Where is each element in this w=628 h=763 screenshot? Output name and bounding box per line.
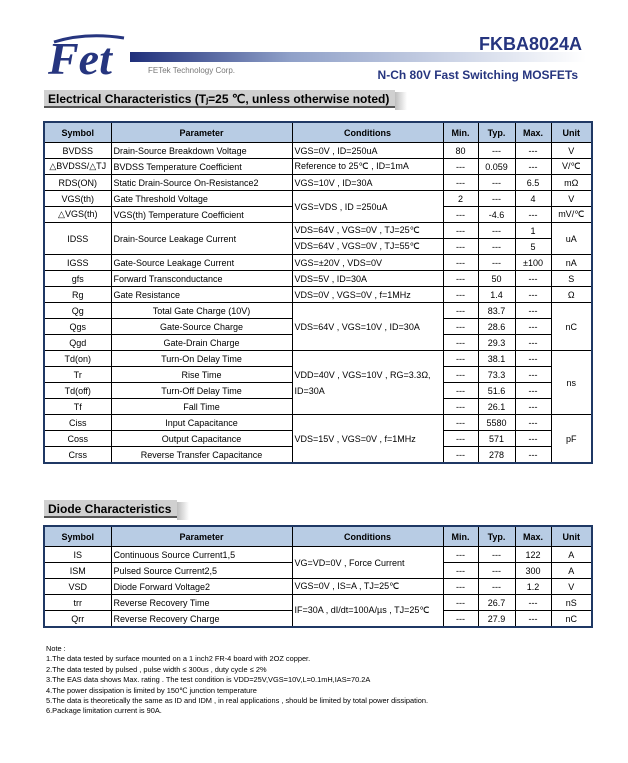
header-symbol: Symbol — [44, 122, 111, 143]
symbol-cell: RDS(ON) — [44, 175, 111, 191]
min-cell: --- — [443, 303, 478, 319]
table-row — [44, 191, 592, 207]
unit-cell: nC — [551, 303, 592, 351]
typ-cell: 278 — [478, 447, 515, 464]
unit-cell: nS — [551, 595, 592, 611]
unit-cell: V — [551, 143, 592, 159]
max-cell: --- — [515, 611, 551, 628]
unit-cell: A — [551, 563, 592, 579]
typ-cell: 28.6 — [478, 319, 515, 335]
typ-cell: 26.1 — [478, 399, 515, 415]
symbol-cell: △BVDSS/△TJ — [44, 159, 111, 175]
parameter-cell: Turn-On Delay Time — [111, 351, 292, 367]
parameter-cell: Continuous Source Current1,5 — [111, 547, 292, 563]
parameter-cell: Static Drain-Source On-Resistance2 — [111, 175, 292, 191]
max-cell: --- — [515, 399, 551, 415]
parameter-cell: Gate-Drain Charge — [111, 335, 292, 351]
max-cell: --- — [515, 351, 551, 367]
max-cell: --- — [515, 159, 551, 175]
conditions-cell — [292, 351, 443, 415]
electrical-table — [43, 121, 593, 464]
max-cell: 300 — [515, 563, 551, 579]
symbol-cell: trr — [44, 595, 111, 611]
min-cell: 2 — [443, 191, 478, 207]
unit-cell: nA — [551, 255, 592, 271]
table-row — [44, 287, 592, 303]
header-max: Max. — [515, 526, 551, 547]
table-row — [44, 143, 592, 159]
table-row — [44, 547, 592, 563]
max-cell: --- — [515, 447, 551, 464]
symbol-cell: △VGS(th) — [44, 207, 111, 223]
conditions-cell: VG=VD=0V , Force Current — [292, 547, 443, 579]
table-header-row — [44, 122, 592, 143]
max-cell: 122 — [515, 547, 551, 563]
header-max: Max. — [515, 122, 551, 143]
symbol-cell: Td(on) — [44, 351, 111, 367]
typ-cell: --- — [478, 191, 515, 207]
min-cell: --- — [443, 175, 478, 191]
symbol-cell: Tf — [44, 399, 111, 415]
note-item: 4.The power dissipation is limited by 150℃ junction temperature — [46, 685, 257, 695]
min-cell: --- — [443, 447, 478, 464]
unit-cell: pF — [551, 415, 592, 464]
electrical-title-text: Electrical Characteristics (Tⱼ=25 ℃, unless otherwise noted) — [48, 92, 390, 106]
note-item: 6.Package limitation current is 90A. — [46, 706, 162, 716]
table-row — [44, 255, 592, 271]
unit-cell: Ω — [551, 287, 592, 303]
header-symbol: Symbol — [44, 526, 111, 547]
table-header-row — [44, 526, 592, 547]
typ-cell: 571 — [478, 431, 515, 447]
max-cell: 4 — [515, 191, 551, 207]
min-cell: --- — [443, 579, 478, 595]
parameter-cell: Rise Time — [111, 367, 292, 383]
max-cell: 5 — [515, 239, 551, 255]
min-cell: --- — [443, 415, 478, 431]
table-row — [44, 579, 592, 595]
parameter-cell: Reverse Recovery Charge — [111, 611, 292, 628]
typ-cell: 83.7 — [478, 303, 515, 319]
symbol-cell: IS — [44, 547, 111, 563]
conditions-cell: VGS=±20V , VDS=0V — [292, 255, 443, 271]
diode-table — [43, 525, 593, 628]
note-item: 1.The data tested by surface mounted on a 1 inch2 FR-4 board with 2OZ copper. — [46, 654, 311, 664]
max-cell: --- — [515, 303, 551, 319]
typ-cell: 29.3 — [478, 335, 515, 351]
conditions-cell: IF=30A , dI/dt=100A/µs , TJ=25℃ — [292, 595, 443, 628]
max-cell: --- — [515, 415, 551, 431]
typ-cell: -4.6 — [478, 207, 515, 223]
typ-cell: --- — [478, 175, 515, 191]
typ-cell: 26.7 — [478, 595, 515, 611]
typ-cell: 27.9 — [478, 611, 515, 628]
parameter-cell: Turn-Off Delay Time — [111, 383, 292, 399]
unit-cell: uA — [551, 223, 592, 255]
notes-section — [46, 644, 586, 717]
min-cell: --- — [443, 159, 478, 175]
symbol-cell: Qrr — [44, 611, 111, 628]
max-cell: --- — [515, 319, 551, 335]
table-row — [44, 415, 592, 431]
unit-cell: ns — [551, 351, 592, 415]
unit-cell: V — [551, 579, 592, 595]
parameter-cell: Gate-Source Charge — [111, 319, 292, 335]
diode-section-title — [44, 500, 177, 518]
conditions-cell: VDS=64V , VGS=10V , ID=30A — [292, 303, 443, 351]
unit-cell: mΩ — [551, 175, 592, 191]
parameter-cell: Diode Forward Voltage2 — [111, 579, 292, 595]
typ-cell: --- — [478, 579, 515, 595]
symbol-cell: IDSS — [44, 223, 111, 255]
note-item: 3.The EAS data shows Max. rating . The test condition is VDD=25V,VGS=10V,L=0.1mH,IAS=70.2A — [46, 675, 371, 685]
typ-cell: 73.3 — [478, 367, 515, 383]
part-subtitle: N-Ch 80V Fast Switching MOSFETs — [377, 68, 578, 82]
part-number: FKBA8024A — [478, 34, 582, 54]
table-row — [44, 303, 592, 319]
min-cell: --- — [443, 595, 478, 611]
header-typ: Typ. — [478, 526, 515, 547]
min-cell: --- — [443, 399, 478, 415]
typ-cell: 38.1 — [478, 351, 515, 367]
typ-cell: 5580 — [478, 415, 515, 431]
unit-cell: A — [551, 547, 592, 563]
header-min: Min. — [443, 122, 478, 143]
conditions-cell: VDS=0V , VGS=0V , f=1MHz — [292, 287, 443, 303]
symbol-cell: Qg — [44, 303, 111, 319]
symbol-cell: Coss — [44, 431, 111, 447]
max-cell: 1 — [515, 223, 551, 239]
symbol-cell: Qgd — [44, 335, 111, 351]
electrical-section-title — [44, 90, 395, 108]
conditions-line: VDD=40V , VGS=10V , RG=3.3Ω, — [294, 369, 431, 380]
min-cell: --- — [443, 351, 478, 367]
max-cell: --- — [515, 595, 551, 611]
min-cell: --- — [443, 547, 478, 563]
typ-cell: 50 — [478, 271, 515, 287]
note-item: 2.The data tested by pulsed , pulse width ≤ 300us , duty cycle ≤ 2% — [46, 664, 267, 674]
min-cell: --- — [443, 335, 478, 351]
symbol-cell: ISM — [44, 563, 111, 579]
min-cell: --- — [443, 223, 478, 239]
parameter-cell: Gate Threshold Voltage — [111, 191, 292, 207]
typ-cell: --- — [478, 223, 515, 239]
min-cell: --- — [443, 271, 478, 287]
header-conditions: Conditions — [292, 122, 443, 143]
parameter-cell: Gate Resistance — [111, 287, 292, 303]
conditions-cell: VGS=VDS , ID =250uA — [292, 191, 443, 223]
conditions-line: ID=30A — [294, 385, 325, 396]
table-row — [44, 223, 592, 239]
min-cell: --- — [443, 383, 478, 399]
conditions-cell: VGS=0V , IS=A , TJ=25℃ — [292, 579, 443, 595]
min-cell: --- — [443, 319, 478, 335]
min-cell: --- — [443, 255, 478, 271]
note-item: 5.The data is theoretically the same as ID and IDM , in real applications , should be limited by total power dissipation. — [46, 696, 429, 706]
symbol-cell: VSD — [44, 579, 111, 595]
parameter-cell: Forward Transconductance — [111, 271, 292, 287]
typ-cell: --- — [478, 239, 515, 255]
symbol-cell: Tr — [44, 367, 111, 383]
min-cell: 80 — [443, 143, 478, 159]
typ-cell: 1.4 — [478, 287, 515, 303]
max-cell: 1.2 — [515, 579, 551, 595]
parameter-cell: Reverse Recovery Time — [111, 595, 292, 611]
min-cell: --- — [443, 207, 478, 223]
max-cell: --- — [515, 207, 551, 223]
parameter-cell: Gate-Source Leakage Current — [111, 255, 292, 271]
symbol-cell: Td(off) — [44, 383, 111, 399]
max-cell: --- — [515, 383, 551, 399]
parameter-cell: VGS(th) Temperature Coefficient — [111, 207, 292, 223]
unit-cell: V/℃ — [551, 159, 592, 175]
min-cell: --- — [443, 367, 478, 383]
typ-cell: --- — [478, 255, 515, 271]
symbol-cell: VGS(th) — [44, 191, 111, 207]
parameter-cell: Pulsed Source Current2,5 — [111, 563, 292, 579]
header-parameter: Parameter — [111, 526, 292, 547]
table-row — [44, 175, 592, 191]
symbol-cell: Ciss — [44, 415, 111, 431]
max-cell: --- — [515, 431, 551, 447]
max-cell: 6.5 — [515, 175, 551, 191]
unit-cell: V — [551, 191, 592, 207]
unit-cell: mV/℃ — [551, 207, 592, 223]
typ-cell: 51.6 — [478, 383, 515, 399]
parameter-cell: Total Gate Charge (10V) — [111, 303, 292, 319]
parameter-cell: Output Capacitance — [111, 431, 292, 447]
conditions-cell: VDS=64V , VGS=0V , TJ=25℃ — [292, 223, 443, 239]
conditions-cell: VDS=64V , VGS=0V , TJ=55℃ — [292, 239, 443, 255]
header-typ: Typ. — [478, 122, 515, 143]
table-row — [44, 595, 592, 611]
conditions-cell: Reference to 25℃ , ID=1mA — [292, 159, 443, 175]
notes-heading: Note : — [46, 644, 66, 653]
conditions-cell: VDS=15V , VGS=0V , f=1MHz — [292, 415, 443, 464]
symbol-cell: IGSS — [44, 255, 111, 271]
max-cell: --- — [515, 271, 551, 287]
typ-cell: --- — [478, 547, 515, 563]
header-min: Min. — [443, 526, 478, 547]
symbol-cell: Crss — [44, 447, 111, 464]
min-cell: --- — [443, 563, 478, 579]
symbol-cell: gfs — [44, 271, 111, 287]
typ-cell: 0.059 — [478, 159, 515, 175]
unit-cell: S — [551, 271, 592, 287]
min-cell: --- — [443, 431, 478, 447]
diode-title-text: Diode Characteristics — [48, 502, 172, 516]
min-cell: --- — [443, 239, 478, 255]
parameter-cell: BVDSS Temperature Coefficient — [111, 159, 292, 175]
table-row — [44, 159, 592, 175]
max-cell: --- — [515, 287, 551, 303]
table-row — [44, 351, 592, 367]
parameter-cell: Drain-Source Leakage Current — [111, 223, 292, 255]
parameter-cell: Drain-Source Breakdown Voltage — [111, 143, 292, 159]
parameter-cell: Input Capacitance — [111, 415, 292, 431]
conditions-cell: VDS=5V , ID=30A — [292, 271, 443, 287]
max-cell: --- — [515, 367, 551, 383]
unit-cell: nC — [551, 611, 592, 628]
conditions-cell: VGS=0V , ID=250uA — [292, 143, 443, 159]
symbol-cell: Rg — [44, 287, 111, 303]
table-row — [44, 271, 592, 287]
min-cell: --- — [443, 611, 478, 628]
logo-text: Fet — [48, 33, 112, 84]
company-name: FETek Technology Corp. — [148, 66, 236, 75]
parameter-cell: Fall Time — [111, 399, 292, 415]
max-cell: ±100 — [515, 255, 551, 271]
symbol-cell: Qgs — [44, 319, 111, 335]
max-cell: --- — [515, 143, 551, 159]
header-unit: Unit — [551, 122, 592, 143]
min-cell: --- — [443, 287, 478, 303]
max-cell: --- — [515, 335, 551, 351]
header-conditions: Conditions — [292, 526, 443, 547]
typ-cell: --- — [478, 563, 515, 579]
typ-cell: --- — [478, 143, 515, 159]
header-parameter: Parameter — [111, 122, 292, 143]
parameter-cell: Reverse Transfer Capacitance — [111, 447, 292, 464]
conditions-cell: VGS=10V , ID=30A — [292, 175, 443, 191]
symbol-cell: BVDSS — [44, 143, 111, 159]
header-unit: Unit — [551, 526, 592, 547]
